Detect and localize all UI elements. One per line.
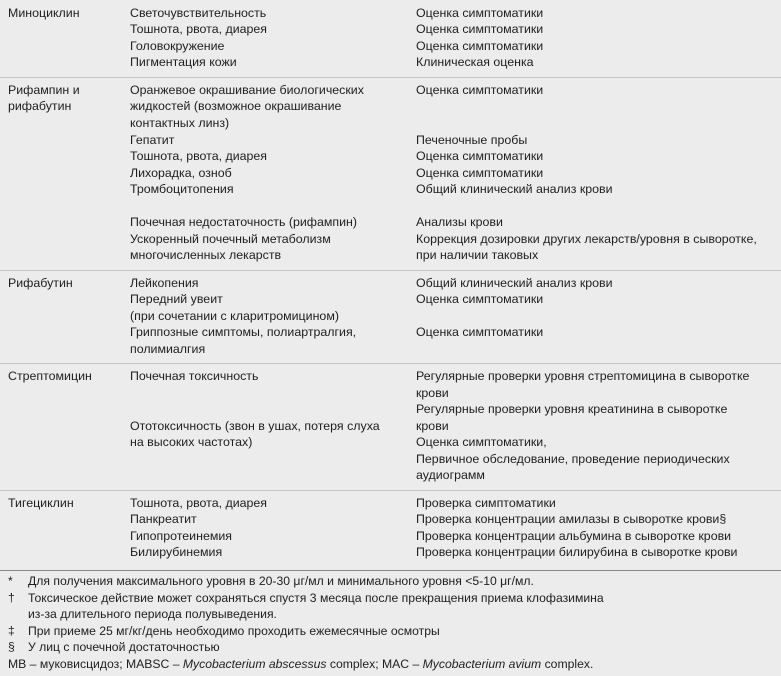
monitoring: аудиограмм [416, 468, 485, 482]
drug-name: Рифампин и [8, 83, 80, 97]
monitoring: Печеночные пробы [416, 133, 528, 147]
footnote-text: из-за длительного периода полувыведения. [28, 607, 277, 621]
side-effect: жидкостей (возможное окрашивание [130, 99, 342, 113]
side-effect: Ототоксичность (звон в ушах, потеря слуха [130, 419, 380, 433]
monitoring: Регулярные проверки уровня стрептомицина в сыворотке [416, 369, 750, 383]
drug-name: Миноциклин [8, 6, 80, 20]
abbreviations-line [8, 656, 593, 672]
group-divider [0, 77, 781, 78]
monitoring: Анализы крови [416, 215, 503, 229]
monitoring: Оценка симптоматики [416, 39, 544, 53]
abbrev-mabsc-italic: Mycobacterium abscessus [182, 657, 327, 671]
monitoring: Оценка симптоматики [416, 6, 544, 20]
monitoring: Проверка концентрации альбумина в сыворотке крови [416, 529, 732, 543]
monitoring: крови [416, 419, 449, 433]
monitoring: Общий клинический анализ крови [416, 276, 613, 290]
monitoring: при наличии таковых [416, 248, 539, 262]
side-effect: Тошнота, рвота, диарея [130, 149, 268, 163]
footnote-text: У лиц с почечной достаточностью [28, 640, 220, 654]
side-effect: Гриппозные симптомы, полиартралгия, [130, 325, 357, 339]
abbrev-mabsc-tail: complex; MAC – [326, 657, 423, 671]
footnote-text: Токсическое действие может сохраняться спустя 3 месяца после прекращения приема клофазимина [28, 591, 604, 605]
footnote-text: Для получения максимального уровня в 20-30 μг/мл и минимального уровня <5-10 μг/мл. [28, 574, 534, 588]
group-divider [0, 270, 781, 271]
side-effect: контактных линз) [130, 116, 230, 130]
monitoring: Оценка симптоматики, [416, 435, 547, 449]
drug-name: рифабутин [8, 99, 72, 113]
drug-name: Рифабутин [8, 276, 73, 290]
abbrev-mac-italic: Mycobacterium avium [422, 657, 542, 671]
monitoring: Оценка симптоматики [416, 83, 544, 97]
monitoring: крови [416, 386, 449, 400]
side-effect: Гепатит [130, 133, 175, 147]
footnote-mark: ‡ [8, 624, 15, 638]
monitoring: Проверка концентрации билирубина в сыворотке крови [416, 545, 738, 559]
monitoring: Общий клинический анализ крови [416, 182, 613, 196]
footnote [28, 606, 277, 622]
monitoring: Проверка симптоматики [416, 496, 556, 510]
side-effect: Пигментация кожи [130, 55, 237, 69]
side-effect: (при сочетании с кларитромицином) [130, 309, 339, 323]
footnote-mark: § [8, 640, 15, 654]
monitoring: Оценка симптоматики [416, 149, 544, 163]
footnote-mark: * [8, 574, 13, 588]
side-effect: Тошнота, рвота, диарея [130, 22, 268, 36]
footnote [0, 639, 220, 655]
side-effect: Тошнота, рвота, диарея [130, 496, 268, 510]
drug-name: Стрептомицин [8, 369, 92, 383]
group-divider [0, 363, 781, 364]
footnote [0, 590, 604, 606]
side-effect: на высоких частотах) [130, 435, 253, 449]
side-effect: Головокружение [130, 39, 225, 53]
side-effect: Почечная токсичность [130, 369, 259, 383]
side-effect: Лейкопения [130, 276, 199, 290]
abbrev-mb: МВ – муковисцидоз; MABSC – [8, 657, 183, 671]
side-effect: Лихорадка, озноб [130, 166, 232, 180]
monitoring: Оценка симптоматики [416, 292, 544, 306]
monitoring: Клиническая оценка [416, 55, 534, 69]
side-effect: Передний увеит [130, 292, 223, 306]
side-effect: Панкреатит [130, 512, 197, 526]
footnote-mark: † [8, 591, 15, 605]
side-effect: Оранжевое окрашивание биологических [130, 83, 364, 97]
side-effect: многочисленных лекарств [130, 248, 282, 262]
side-effect: Гипопротеинемия [130, 529, 232, 543]
side-effect: Билирубинемия [130, 545, 223, 559]
side-effect: Тромбоцитопения [130, 182, 234, 196]
side-effect: Светочувствительность [130, 6, 267, 20]
monitoring: Оценка симптоматики [416, 166, 544, 180]
group-divider [0, 490, 781, 491]
abbrev-mac-tail: complex. [541, 657, 594, 671]
side-effect: Почечная недостаточность (рифампин) [130, 215, 357, 229]
footnote [0, 573, 534, 589]
monitoring: Оценка симптоматики [416, 22, 544, 36]
side-effect: полимиалгия [130, 342, 206, 356]
monitoring: Коррекция дозировки других лекарств/уровня в сыворотке, [416, 232, 757, 246]
monitoring: Оценка симптоматики [416, 325, 544, 339]
footnote [0, 623, 440, 639]
side-effect: Ускоренный почечный метаболизм [130, 232, 331, 246]
monitoring: Первичное обследование, проведение периодических [416, 452, 730, 466]
drug-name: Тигециклин [8, 496, 74, 510]
monitoring: Регулярные проверки уровня креатинина в сыворотке [416, 402, 728, 416]
footnote-text: При приеме 25 мг/кг/день необходимо проходить ежемесячные осмотры [28, 624, 440, 638]
monitoring: Проверка концентрации амилазы в сыворотке крови§ [416, 512, 727, 526]
